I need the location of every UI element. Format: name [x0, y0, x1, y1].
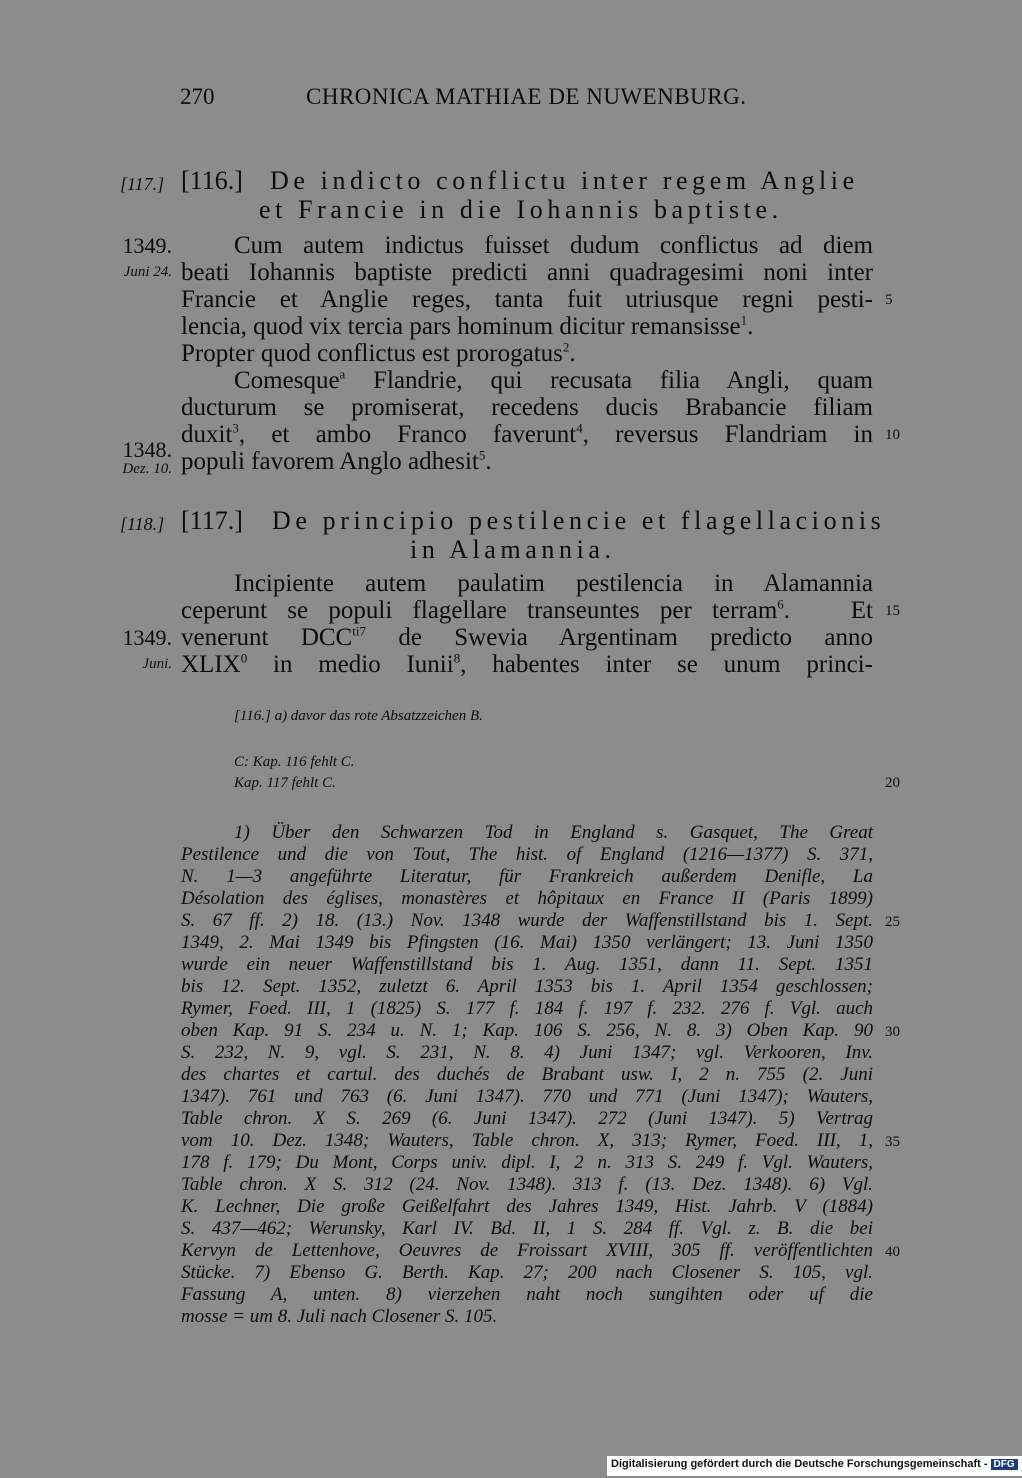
line-number: 5	[885, 292, 893, 308]
text-line: ducturum se promiserat, recedens ducis Brabancie filiam	[181, 394, 873, 421]
page-number: 270	[180, 84, 215, 109]
footnote-line: S. 67 ff. 2) 18. (13.) Nov. 1348 wurde der Waffenstillstand bis 1. Sept.	[181, 910, 873, 931]
text-line: Comesque$^a$ Flandrie, qui recusata filia Angli, quam	[234, 366, 874, 394]
footnote-line: Pestilence und die von Tout, The hist. of England (1216—1377) S. 371,	[181, 844, 873, 865]
footnote-line: vom 10. Dez. 1348; Wauters, Table chron. X, 313; Rymer, Foed. III, 1,	[181, 1130, 873, 1151]
footnote-line: 1) Über den Schwarzen Tod in England s. Gasquet, The Great	[234, 822, 873, 843]
text-line: populi favorem Anglo adhesit$^5$.	[181, 447, 492, 475]
line-number: 30	[885, 1024, 900, 1040]
chapter-alt-number: [118.]	[120, 514, 165, 534]
apparatus-line: [116.] a) davor das rote Absatzzeichen B.	[234, 708, 483, 724]
text-line: lencia, quod vix tercia pars hominum dicitur remansisse$^1$.	[181, 312, 754, 340]
line-number: 15	[885, 603, 900, 619]
footnote-line: S. 437—462; Werunsky, Karl IV. Bd. II, 1 S. 284 ff. Vgl. z. B. die bei	[181, 1218, 873, 1239]
text-line: venerunt $DCC^{ti7}$ de Swevia Argentinam predicto anno	[181, 623, 873, 651]
margin-date: Juni.	[142, 656, 172, 672]
line-number: 40	[885, 1244, 900, 1260]
footnote-line: Table chron. X S. 269 (6. Juni 1347). 272 (Juni 1347). 5) Vertrag	[181, 1108, 873, 1129]
margin-year: 1348.	[122, 437, 172, 462]
chapter-number: [117.]	[181, 506, 243, 535]
footnote-line: Fassung A, unten. 8) vierzehen naht noch sungihten oder uf die	[181, 1284, 873, 1305]
chapter-number: [116.]	[181, 166, 243, 195]
chapter-title-line: et Francie in die Iohannis baptiste.	[259, 195, 783, 224]
text-line: Propter quod conflictus est prorogatus$^2$.	[181, 339, 576, 367]
footnote-line: des chartes et cartul. des duchés de Brabant usw. I, 2 n. 755 (2. Juni	[181, 1064, 873, 1085]
footnote-line: 178 f. 179; Du Mont, Corps univ. dipl. I, 2 n. 313 S. 249 f. Vgl. Wauters,	[181, 1152, 873, 1173]
line-number: 35	[885, 1134, 900, 1150]
footnote-line: Kervyn de Lettenhove, Oeuvres de Froissart XVIII, 305 ff. veröffentlichten	[181, 1240, 873, 1261]
digitization-footer	[607, 1456, 1022, 1476]
footnote-line: mosse = um 8. Juli nach Closener S. 105.	[181, 1306, 498, 1327]
footnote-line: oben Kap. 91 S. 234 u. N. 1; Kap. 106 S. 256, N. 8. 3) Oben Kap. 90	[181, 1020, 873, 1041]
text-line: XLIX$^0$ in medio Iunii$^8$, habentes inter se unum princi-	[181, 650, 874, 678]
text-line: Incipiente autem paulatim pestilencia in Alamannia	[234, 570, 873, 597]
footnote-line: Désolation des églises, monastères et hôpitaux en France II (Paris 1899)	[181, 888, 873, 909]
apparatus-line: C: Kap. 116 fehlt C.	[234, 754, 355, 770]
line-number: 10	[885, 427, 900, 443]
footnote-line: 1349, 2. Mai 1349 bis Pfingsten (16. Mai) 1350 verlängert; 13. Juni 1350	[181, 932, 873, 953]
running-header	[180, 84, 872, 118]
running-title: CHRONICA MATHIAE DE NUWENBURG.	[306, 84, 747, 109]
chapter-title-line: in Alamannia.	[410, 535, 616, 564]
chapter-title-line: De principio pestilencie et flagellacionis	[272, 506, 886, 535]
footnote-line: wurde ein neuer Waffenstillstand bis 1. Aug. 1351, dann 11. Sept. 1351	[181, 954, 873, 975]
footnote-line: 1347). 761 und 763 (6. Juni 1347). 770 und 771 (Juni 1347); Wauters,	[181, 1086, 873, 1107]
margin-date: Dez. 10.	[122, 461, 172, 477]
text-line: Cum autem indictus fuisset dudum conflictus ad diem	[234, 232, 873, 259]
text-line: ceperunt se populi flagellare transeuntes per terram$^6$. Et	[181, 596, 873, 624]
footnote-line: Table chron. X S. 312 (24. Nov. 1348). 313 f. (13. Dez. 1348). 6) Vgl.	[181, 1174, 873, 1195]
line-number: 20	[885, 775, 900, 791]
footnote-line: K. Lechner, Die große Geißelfahrt des Jahres 1349, Hist. Jahrb. V (1884)	[181, 1196, 873, 1217]
line-number: 25	[885, 914, 900, 930]
margin-year: 1349.	[122, 233, 172, 258]
footnote-line: bis 12. Sept. 1352, zuletzt 6. April 1353 bis 1. April 1354 geschlossen;	[181, 976, 873, 997]
footnote-line: S. 232, N. 9, vgl. S. 231, N. 8. 4) Juni 1347; vgl. Verkooren, Inv.	[181, 1042, 873, 1063]
footnote-line: Rymer, Foed. III, 1 (1825) S. 177 f. 184 f. 197 f. 232. 276 f. Vgl. auch	[181, 998, 873, 1019]
footnote-line: Stücke. 7) Ebenso G. Berth. Kap. 27; 200 nach Closener S. 105, vgl.	[181, 1262, 873, 1283]
footnote-line: N. 1—3 angeführte Literatur, für Frankreich außerdem Denifle, La	[181, 866, 873, 887]
margin-year: 1349.	[122, 625, 172, 650]
dfg-logo: DFG	[991, 1459, 1018, 1470]
text-line: Francie et Anglie reges, tanta fuit utriusque regni pesti-	[181, 286, 873, 313]
chapter-alt-number: [117.]	[120, 174, 165, 194]
text-line: duxit$^3$, et ambo Franco faverunt$^4$, reversus Flandriam in	[181, 420, 873, 448]
apparatus-line: Kap. 117 fehlt C.	[234, 775, 336, 791]
margin-date: Juni 24.	[123, 264, 172, 280]
chapter-title-line: De indicto conflictu inter regem Anglie	[270, 166, 859, 195]
footer-text: Digitalisierung gefördert durch die Deutsche Forschungsgemeinschaft -	[611, 1458, 988, 1470]
text-line: beati Iohannis baptiste predicti anni quadragesimi noni inter	[181, 259, 873, 286]
